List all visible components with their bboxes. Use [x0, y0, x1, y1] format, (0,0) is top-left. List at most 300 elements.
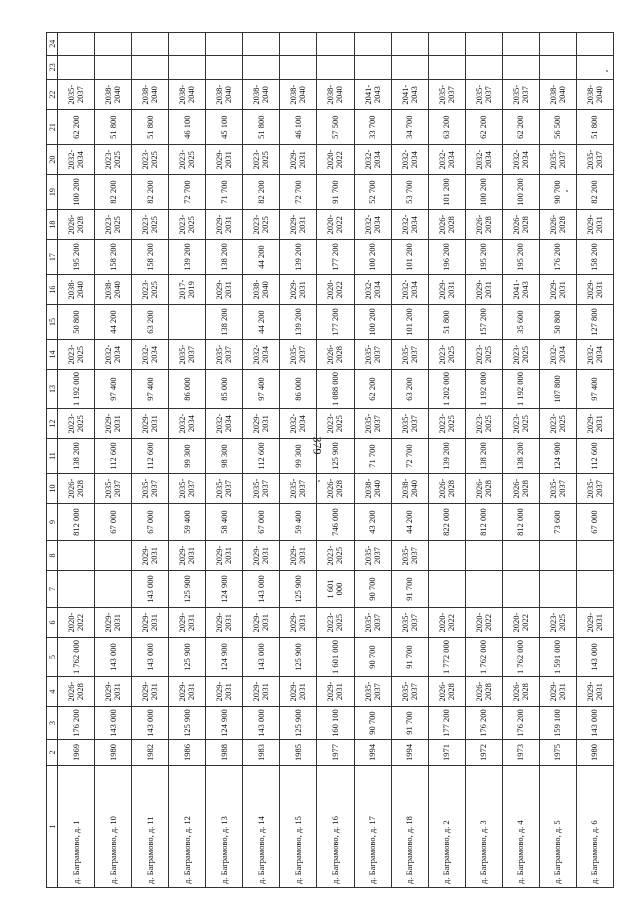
- table-cell: 44 200: [95, 305, 132, 340]
- column-number: 6: [47, 607, 58, 637]
- table-cell: 138 200: [206, 240, 243, 275]
- table-cell: 91 700: [391, 638, 428, 677]
- table-cell: 2035-2037: [539, 144, 576, 174]
- table-cell: 2032-2034: [576, 339, 613, 369]
- scan-speck: [318, 480, 320, 482]
- table-row: [206, 33, 243, 888]
- table-cell: 101 200: [391, 305, 428, 340]
- address-cell: д. Баграмово, д. 6: [576, 766, 613, 888]
- table-cell: 99 300: [169, 439, 206, 474]
- table-cell: 2023-2025: [465, 408, 502, 438]
- table-cell: 2035-2037: [502, 79, 539, 109]
- table-cell: 138 200: [58, 439, 95, 474]
- table-cell: 1 762 000: [502, 638, 539, 677]
- table-cell: 143 000: [243, 707, 280, 739]
- table-cell: 2026-2028: [58, 473, 95, 503]
- table-cell: 124 900: [206, 707, 243, 739]
- table-cell: 2026-2028: [58, 209, 95, 239]
- table-cell: 1 192 000: [502, 370, 539, 409]
- table-cell: [465, 571, 502, 608]
- address-cell: д. Баграмово, д. 11: [132, 766, 169, 888]
- table-cell: [428, 540, 465, 570]
- table-cell: 2032-2034: [132, 339, 169, 369]
- table-cell: 1982: [132, 739, 169, 765]
- table-cell: 2029-2031: [576, 607, 613, 637]
- table-row: [354, 33, 391, 888]
- table-cell: 50 800: [539, 305, 576, 340]
- table-cell: 97 400: [132, 370, 169, 409]
- table-cell: [95, 33, 132, 56]
- table-cell: 143 000: [95, 638, 132, 677]
- table-row: [465, 33, 502, 888]
- column-number: 18: [47, 209, 58, 239]
- table-cell: 2032-2034: [428, 144, 465, 174]
- scan-speck: [566, 190, 568, 192]
- table-cell: 2032-2034: [169, 408, 206, 438]
- table-cell: [58, 33, 95, 56]
- table-cell: 2029-2031: [243, 408, 280, 438]
- table-cell: 33 700: [354, 110, 391, 145]
- column-number: 8: [47, 540, 58, 570]
- column-number: 14: [47, 339, 58, 369]
- table-cell: 2023-2025: [428, 408, 465, 438]
- table-cell: 2029-2031: [280, 274, 317, 304]
- table-cell: 2035-2037: [576, 144, 613, 174]
- table-row: [576, 33, 613, 888]
- table-cell: 812 000: [58, 504, 95, 541]
- table-cell: [576, 571, 613, 608]
- table-cell: 2038-2040: [539, 79, 576, 109]
- table-cell: 2032-2034: [539, 339, 576, 369]
- table-cell: 1 762 000: [465, 638, 502, 677]
- table-cell: 2029-2031: [576, 209, 613, 239]
- table-cell: 1973: [502, 739, 539, 765]
- table-cell: 746 000: [317, 504, 354, 541]
- table-cell: 90 700: [539, 175, 576, 210]
- table-cell: 2020-2022: [317, 144, 354, 174]
- table-cell: 2035-2037: [354, 540, 391, 570]
- table-cell: 2023-2025: [132, 274, 169, 304]
- address-cell: д. Баграмово, д. 12: [169, 766, 206, 888]
- address-cell: д. Баграмово, д. 4: [502, 766, 539, 888]
- table-cell: 2029-2031: [206, 607, 243, 637]
- table-cell: 86 000: [280, 370, 317, 409]
- table-cell: 2035-2037: [354, 607, 391, 637]
- table-row: [539, 33, 576, 888]
- table-cell: 2023-2025: [132, 209, 169, 239]
- table-cell: 2041-2043: [354, 79, 391, 109]
- table-cell: 82 200: [95, 175, 132, 210]
- table-cell: 2029-2031: [206, 209, 243, 239]
- table-cell: 2038-2040: [576, 79, 613, 109]
- column-number: 13: [47, 370, 58, 409]
- address-cell: д. Баграмово, д. 13: [206, 766, 243, 888]
- table-cell: [354, 33, 391, 56]
- address-cell: д. Баграмово, д. 15: [280, 766, 317, 888]
- table-cell: 2029-2031: [132, 408, 169, 438]
- table-cell: 2032-2034: [354, 274, 391, 304]
- table-cell: 1983: [243, 739, 280, 765]
- table-cell: 51 800: [132, 110, 169, 145]
- table-cell: 63 200: [391, 370, 428, 409]
- table-cell: 2035-2037: [391, 339, 428, 369]
- table-cell: 2029-2031: [539, 676, 576, 706]
- table-cell: 71 700: [354, 439, 391, 474]
- column-number: 9: [47, 504, 58, 541]
- table-cell: 2029-2031: [95, 676, 132, 706]
- table-cell: 2038-2040: [391, 473, 428, 503]
- table-cell: 2020-2022: [502, 607, 539, 637]
- table-cell: 125 900: [280, 707, 317, 739]
- table-cell: 2035-2037: [539, 473, 576, 503]
- table-cell: [280, 55, 317, 79]
- table-cell: 2026-2028: [502, 209, 539, 239]
- table-cell: 139 200: [280, 240, 317, 275]
- table-cell: 91 700: [317, 175, 354, 210]
- table-cell: [243, 33, 280, 56]
- table-cell: 139 200: [428, 439, 465, 474]
- table-cell: [95, 55, 132, 79]
- table-cell: 100 200: [354, 240, 391, 275]
- table-cell: 58 400: [206, 504, 243, 541]
- table-cell: 125 900: [169, 707, 206, 739]
- table-cell: 2020-2022: [428, 607, 465, 637]
- table-cell: 2020-2022: [317, 209, 354, 239]
- table-cell: 2029-2031: [539, 274, 576, 304]
- table-cell: [317, 55, 354, 79]
- table-cell: 125 900: [280, 638, 317, 677]
- table-cell: 177 200: [428, 707, 465, 739]
- table-cell: [206, 55, 243, 79]
- table-cell: 86 000: [169, 370, 206, 409]
- address-cell: д. Баграмово, д. 14: [243, 766, 280, 888]
- table-cell: 100 200: [502, 175, 539, 210]
- table-row: [428, 33, 465, 888]
- table-cell: 2038-2040: [95, 79, 132, 109]
- table-cell: 125 900: [317, 439, 354, 474]
- table-cell: 51 800: [428, 305, 465, 340]
- table-cell: 1994: [391, 739, 428, 765]
- table-cell: [58, 540, 95, 570]
- table-row: [95, 33, 132, 888]
- table-cell: [58, 55, 95, 79]
- table-cell: 1986: [169, 739, 206, 765]
- table-cell: [391, 55, 428, 79]
- column-number: 17: [47, 240, 58, 275]
- column-number: 15: [47, 305, 58, 340]
- table-cell: 46 100: [280, 110, 317, 145]
- table-cell: [576, 540, 613, 570]
- column-number: 5: [47, 638, 58, 677]
- table-cell: [576, 55, 613, 79]
- table-cell: 62 200: [58, 110, 95, 145]
- table-cell: 2035-2037: [465, 79, 502, 109]
- table-cell: [465, 55, 502, 79]
- table-cell: 2041-2043: [391, 79, 428, 109]
- table-cell: 2032-2034: [391, 209, 428, 239]
- table-cell: [169, 33, 206, 56]
- table-cell: 46 100: [169, 110, 206, 145]
- table-cell: 812 000: [502, 504, 539, 541]
- address-cell: д. Баграмово, д. 1: [58, 766, 95, 888]
- table-cell: 143 000: [95, 707, 132, 739]
- table-cell: 2023-2025: [243, 144, 280, 174]
- table-cell: [317, 33, 354, 56]
- table-cell: 2029-2031: [169, 676, 206, 706]
- table-cell: 124 900: [206, 571, 243, 608]
- column-number: 11: [47, 439, 58, 474]
- table-cell: 57 500: [317, 110, 354, 145]
- table-cell: 90 700: [354, 707, 391, 739]
- table-cell: [280, 33, 317, 56]
- table-row: [169, 33, 206, 888]
- table-cell: 107 800: [539, 370, 576, 409]
- table-cell: 2026-2028: [317, 473, 354, 503]
- table-cell: 91 700: [391, 571, 428, 608]
- table-cell: 73 600: [539, 504, 576, 541]
- table-cell: 2029-2031: [428, 274, 465, 304]
- table-cell: 1985: [280, 739, 317, 765]
- column-number: 22: [47, 79, 58, 109]
- table-cell: 2032-2034: [206, 408, 243, 438]
- table-cell: 2026-2028: [465, 209, 502, 239]
- table-cell: 177 200: [317, 305, 354, 340]
- table-cell: 100 200: [465, 175, 502, 210]
- table-cell: 2026-2028: [539, 209, 576, 239]
- table-cell: 812 000: [465, 504, 502, 541]
- table-cell: 1972: [465, 739, 502, 765]
- table-cell: 143 000: [576, 707, 613, 739]
- table-cell: 2029-2031: [243, 676, 280, 706]
- table-cell: 43 200: [354, 504, 391, 541]
- table-cell: 127 800: [576, 305, 613, 340]
- address-cell: д. Баграмово, д. 10: [95, 766, 132, 888]
- table-cell: [465, 540, 502, 570]
- table-cell: 143 000: [243, 571, 280, 608]
- table-cell: 2029-2031: [206, 144, 243, 174]
- table-row: [58, 33, 95, 888]
- table-cell: 2032-2034: [354, 144, 391, 174]
- table-cell: 62 200: [502, 110, 539, 145]
- table-cell: 2038-2040: [243, 79, 280, 109]
- table-cell: 2032-2034: [354, 209, 391, 239]
- address-cell: д. Баграмово, д. 18: [391, 766, 428, 888]
- table-cell: [502, 571, 539, 608]
- table-cell: [539, 540, 576, 570]
- table-cell: 1988: [206, 739, 243, 765]
- table-row: [391, 33, 428, 888]
- table-cell: 139 200: [169, 240, 206, 275]
- table-cell: 2032-2034: [58, 144, 95, 174]
- table-cell: 195 200: [502, 240, 539, 275]
- table-cell: 2029-2031: [206, 676, 243, 706]
- table-cell: 1980: [95, 739, 132, 765]
- table-cell: 2026-2028: [58, 676, 95, 706]
- table-body: [47, 33, 614, 888]
- table-cell: [539, 55, 576, 79]
- table-cell: 2035-2037: [280, 339, 317, 369]
- table-cell: 67 000: [243, 504, 280, 541]
- table-cell: 2026-2028: [465, 473, 502, 503]
- table-cell: 1 601 000: [317, 571, 354, 608]
- table-cell: 2023-2025: [317, 607, 354, 637]
- column-number: 20: [47, 144, 58, 174]
- table-cell: [206, 33, 243, 56]
- table-cell: 2035-2037: [206, 473, 243, 503]
- table-cell: 143 000: [132, 638, 169, 677]
- table-cell: 2029-2031: [95, 607, 132, 637]
- table-cell: 2029-2031: [169, 540, 206, 570]
- table-cell: 195 200: [465, 240, 502, 275]
- table-cell: 2026-2028: [502, 473, 539, 503]
- table-cell: 112 600: [576, 439, 613, 474]
- table-cell: 2023-2025: [539, 408, 576, 438]
- table-cell: [539, 33, 576, 56]
- table-cell: 1 762 000: [58, 638, 95, 677]
- table-cell: 2023-2025: [169, 144, 206, 174]
- table-cell: 67 000: [132, 504, 169, 541]
- table-cell: [169, 305, 206, 340]
- table-cell: 2029-2031: [465, 274, 502, 304]
- address-cell: д. Баграмово, д. 5: [539, 766, 576, 888]
- column-number: 21: [47, 110, 58, 145]
- table-cell: 2029-2031: [576, 676, 613, 706]
- table-cell: [132, 33, 169, 56]
- table-cell: 125 900: [169, 638, 206, 677]
- table-cell: 2023-2025: [58, 408, 95, 438]
- table-cell: 2032-2034: [243, 339, 280, 369]
- table-cell: 2029-2031: [317, 676, 354, 706]
- table-row: [280, 33, 317, 888]
- table-cell: 2026-2028: [428, 209, 465, 239]
- column-number: 1: [47, 766, 58, 888]
- table-cell: 2023-2025: [428, 339, 465, 369]
- table-cell: 2023-2025: [502, 408, 539, 438]
- table-cell: 51 800: [576, 110, 613, 145]
- table-cell: 62 200: [465, 110, 502, 145]
- table-cell: [428, 571, 465, 608]
- table-cell: 112 600: [132, 439, 169, 474]
- table-cell: 2035-2037: [95, 473, 132, 503]
- table-cell: 2038-2040: [58, 274, 95, 304]
- table-cell: 2035-2037: [169, 339, 206, 369]
- repair-schedule-table: [46, 32, 614, 888]
- column-number: 12: [47, 408, 58, 438]
- table-cell: 44 200: [391, 504, 428, 541]
- table-cell: 2020-2022: [465, 607, 502, 637]
- table-cell: [428, 55, 465, 79]
- table-cell: 1 202 000: [428, 370, 465, 409]
- table-cell: 85 000: [206, 370, 243, 409]
- table-cell: 2038-2040: [354, 473, 391, 503]
- table-cell: 2035-2037: [354, 339, 391, 369]
- column-number: 10: [47, 473, 58, 503]
- table-cell: 2023-2025: [95, 144, 132, 174]
- table-cell: 2023-2025: [317, 408, 354, 438]
- table-cell: 2035-2037: [391, 408, 428, 438]
- table-cell: 158 200: [576, 240, 613, 275]
- column-number: 16: [47, 274, 58, 304]
- table-row: [317, 33, 354, 888]
- table-cell: 2029-2031: [243, 540, 280, 570]
- table-cell: 100 200: [354, 305, 391, 340]
- table-cell: 101 200: [428, 175, 465, 210]
- table-cell: 2035-2037: [280, 473, 317, 503]
- table-cell: 143 000: [576, 638, 613, 677]
- table-cell: 176 200: [539, 240, 576, 275]
- table-cell: 1994: [354, 739, 391, 765]
- table-cell: 98 300: [206, 439, 243, 474]
- table-cell: 2035-2037: [576, 473, 613, 503]
- table-cell: 45 100: [206, 110, 243, 145]
- table-cell: [391, 33, 428, 56]
- table-cell: 2035-2037: [391, 540, 428, 570]
- table-cell: 2029-2031: [206, 540, 243, 570]
- table-cell: 2023-2025: [317, 540, 354, 570]
- table-cell: 2032-2034: [280, 408, 317, 438]
- table-cell: 52 700: [354, 175, 391, 210]
- table-cell: 59 400: [280, 504, 317, 541]
- table-cell: 91 700: [391, 707, 428, 739]
- table-cell: [243, 55, 280, 79]
- table-cell: 2029-2031: [132, 607, 169, 637]
- table-cell: 2038-2040: [95, 274, 132, 304]
- table-cell: 138 200: [502, 439, 539, 474]
- address-cell: д. Баграмово, д. 17: [354, 766, 391, 888]
- table-cell: 2026-2028: [428, 676, 465, 706]
- table-cell: 2041-2043: [502, 274, 539, 304]
- table-cell: 2029-2031: [576, 274, 613, 304]
- table-cell: 2029-2031: [576, 408, 613, 438]
- table-cell: [502, 33, 539, 56]
- table-cell: 143 000: [132, 707, 169, 739]
- table-row: [502, 33, 539, 888]
- table-cell: 51 800: [95, 110, 132, 145]
- table-cell: 177 200: [317, 240, 354, 275]
- table-cell: [169, 55, 206, 79]
- table-cell: 2032-2034: [502, 144, 539, 174]
- table-cell: 176 200: [502, 707, 539, 739]
- table-cell: 125 900: [280, 571, 317, 608]
- table-cell: 124 900: [539, 439, 576, 474]
- table-cell: 125 900: [169, 571, 206, 608]
- table-cell: 50 800: [58, 305, 95, 340]
- table-cell: 2035-2037: [391, 676, 428, 706]
- table-cell: 158 200: [132, 240, 169, 275]
- table-row: [243, 33, 280, 888]
- table-cell: 62 200: [354, 370, 391, 409]
- column-number: 19: [47, 175, 58, 210]
- table-cell: 2029-2031: [280, 144, 317, 174]
- table-cell: 176 200: [58, 707, 95, 739]
- table-cell: 44 200: [243, 305, 280, 340]
- table-cell: 44 200: [243, 240, 280, 275]
- table-cell: 2026-2028: [317, 339, 354, 369]
- table-cell: 82 200: [576, 175, 613, 210]
- table-cell: 2038-2040: [132, 79, 169, 109]
- header-row: [47, 33, 58, 888]
- table-cell: [95, 540, 132, 570]
- table-cell: 159 100: [539, 707, 576, 739]
- table-cell: 2023-2025: [502, 339, 539, 369]
- table-cell: 158 200: [95, 240, 132, 275]
- table-cell: 82 200: [132, 175, 169, 210]
- column-number: 24: [47, 33, 58, 56]
- table-cell: 2029-2031: [95, 408, 132, 438]
- table-cell: 72 700: [280, 175, 317, 210]
- table-cell: 2035-2037: [58, 79, 95, 109]
- table-cell: 112 600: [95, 439, 132, 474]
